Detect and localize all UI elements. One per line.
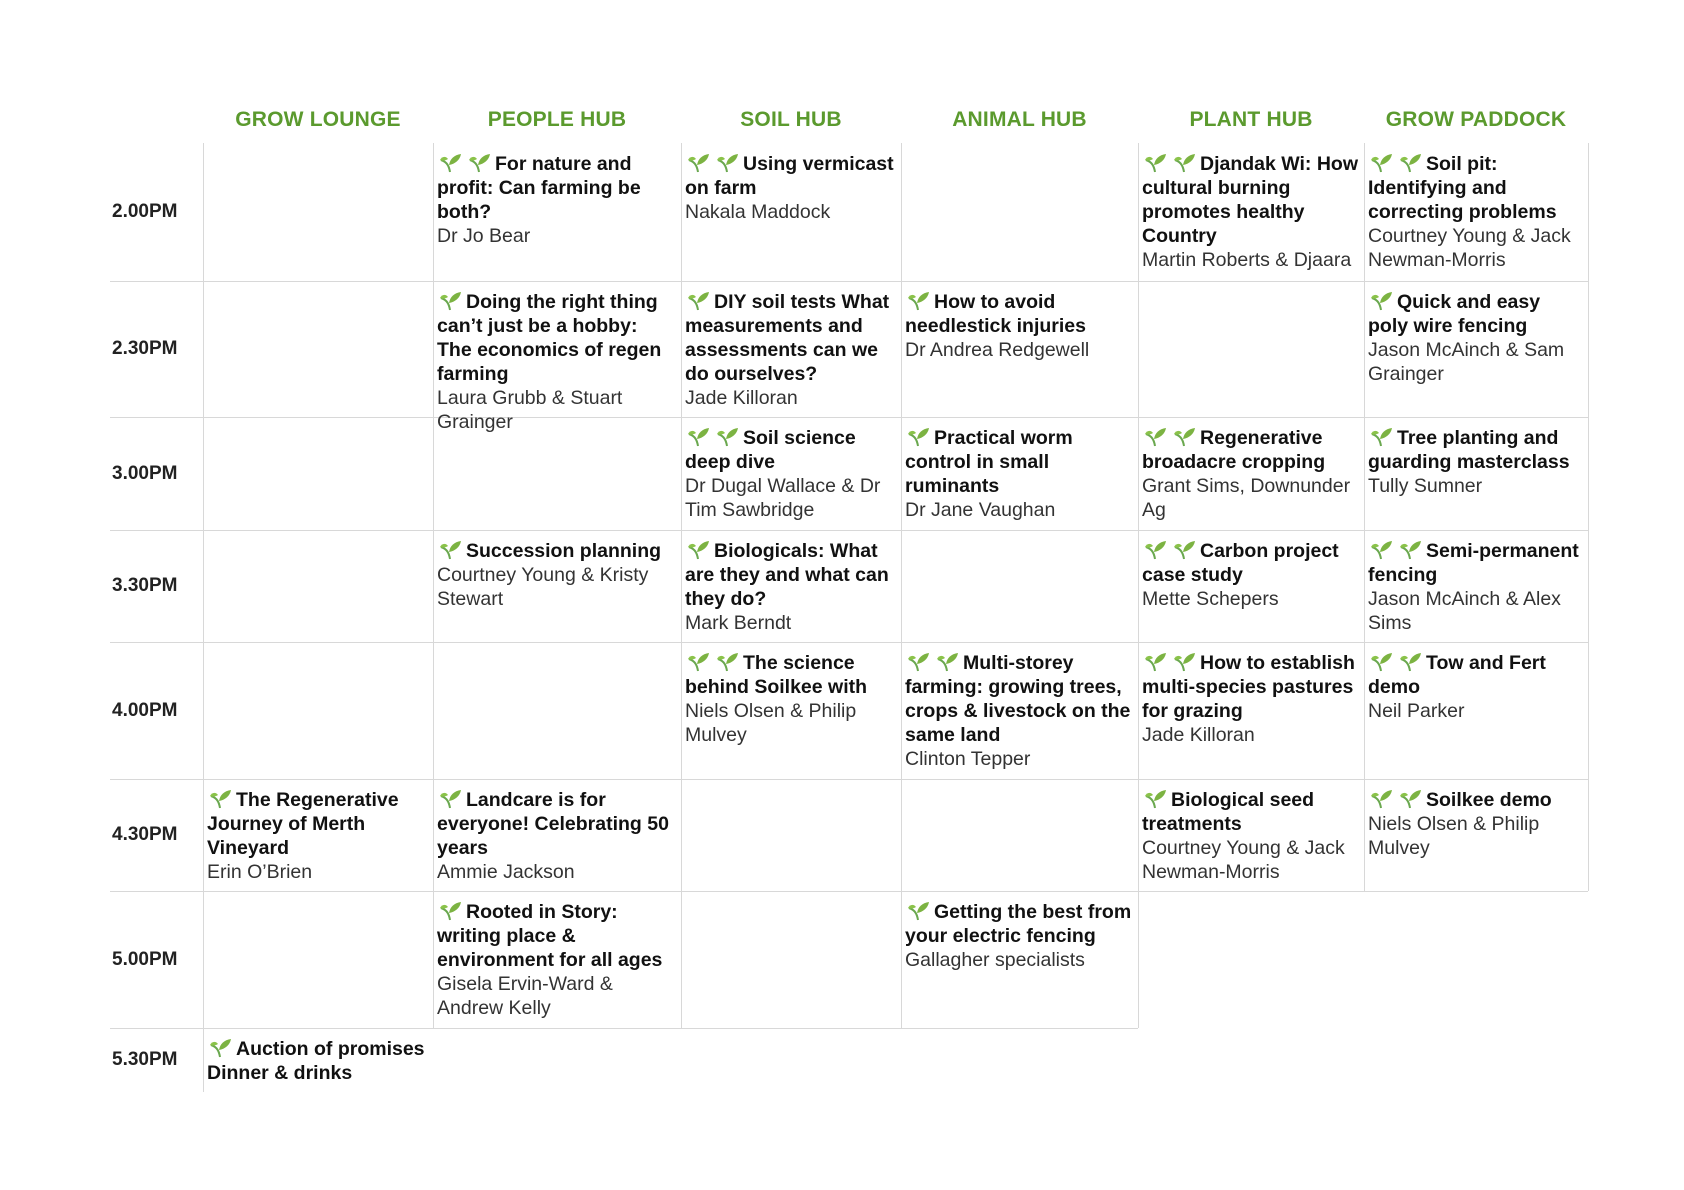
session-title: How to establish multi-species pastures for grazing bbox=[1142, 652, 1355, 722]
session-speaker: Gisela Ervin-Ward & Andrew Kelly bbox=[437, 973, 613, 1019]
session-speaker: Martin Roberts & Djaara bbox=[1142, 249, 1352, 271]
session-title: Soilkee demo bbox=[1426, 789, 1552, 811]
session-title: Tow and Fert demo bbox=[1368, 652, 1546, 698]
sprout-icon bbox=[1142, 425, 1170, 447]
session-cell[interactable] bbox=[681, 642, 901, 779]
session-title: Djandak Wi: How cultural burning promotes healthy Country bbox=[1142, 153, 1358, 247]
session-speaker: Niels Olsen & Philip Mulvey bbox=[1368, 813, 1540, 859]
sprout-icon bbox=[685, 289, 713, 311]
sprout-icon bbox=[685, 650, 713, 672]
grid-line bbox=[203, 891, 204, 1028]
session-cell[interactable] bbox=[1364, 281, 1588, 417]
session-cell[interactable] bbox=[901, 417, 1138, 530]
session-speaker: Courtney Young & Jack Newman-Morris bbox=[1368, 225, 1571, 271]
time-label: 4.30PM bbox=[112, 824, 178, 845]
session-cell[interactable] bbox=[433, 530, 681, 642]
grid-line bbox=[681, 891, 682, 1028]
time-label: 5.30PM bbox=[112, 1049, 178, 1070]
session-cell[interactable] bbox=[433, 891, 681, 1028]
grid-line bbox=[110, 891, 1588, 892]
session-speaker: Neil Parker bbox=[1368, 700, 1465, 722]
session-cell[interactable] bbox=[433, 281, 681, 433]
time-label: 4.00PM bbox=[112, 699, 178, 721]
grid-line bbox=[1138, 891, 1139, 1028]
column-header-soil-hub: SOIL HUB bbox=[740, 108, 842, 131]
session-title: Quick and easy poly wire fencing bbox=[1368, 291, 1541, 337]
session-title: Landcare is for everyone! Celebrating 50 years bbox=[437, 789, 669, 859]
session-title: Soil science deep dive bbox=[685, 427, 856, 473]
session-cell[interactable] bbox=[1364, 143, 1588, 281]
sprout-icon bbox=[207, 787, 235, 809]
session-title: For nature and profit: Can farming be both? bbox=[437, 153, 641, 223]
sprout-icon bbox=[1397, 151, 1425, 173]
grid-line bbox=[1588, 143, 1589, 891]
session-cell[interactable] bbox=[1364, 779, 1588, 891]
sprout-icon bbox=[714, 151, 742, 173]
session-title: Using vermicast on farm bbox=[685, 153, 894, 199]
session-speaker: Jason McAinch & Alex Sims bbox=[1368, 588, 1561, 634]
sprout-icon bbox=[685, 151, 713, 173]
sprout-icon bbox=[1368, 425, 1396, 447]
session-title: Getting the best from your electric fencing bbox=[905, 901, 1132, 947]
sprout-icon bbox=[1142, 787, 1170, 809]
session-cell[interactable] bbox=[901, 281, 1138, 417]
time-label: 3.00PM bbox=[112, 462, 178, 484]
session-speaker: Jason McAinch & Sam Grainger bbox=[1368, 339, 1565, 385]
session-title: Rooted in Story: writing place & environment for all ages bbox=[437, 901, 663, 971]
session-title: The Regenerative Journey of Merth Vineyard bbox=[207, 789, 399, 859]
session-cell[interactable] bbox=[203, 1028, 433, 1092]
session-speaker: Tully Sumner bbox=[1368, 475, 1483, 497]
sprout-icon bbox=[714, 425, 742, 447]
session-title: How to avoid needlestick injuries bbox=[905, 291, 1086, 337]
column-header-people-hub: PEOPLE HUB bbox=[487, 108, 627, 131]
session-cell[interactable] bbox=[1138, 143, 1364, 281]
session-speaker: Courtney Young & Jack Newman-Morris bbox=[1142, 837, 1345, 883]
session-speaker: Dr Dugal Wallace & Dr Tim Sawbridge bbox=[685, 475, 881, 521]
sprout-icon bbox=[1368, 787, 1396, 809]
session-speaker: Nakala Maddock bbox=[685, 201, 831, 223]
sprout-icon bbox=[437, 899, 465, 921]
session-title: Biologicals: What are they and what can they do? bbox=[685, 540, 889, 610]
session-title: Tree planting and guarding masterclass bbox=[1368, 427, 1570, 473]
session-title: Succession planning bbox=[466, 540, 662, 562]
time-label: 5.00PM bbox=[112, 948, 178, 970]
session-speaker: Niels Olsen & Philip Mulvey bbox=[685, 700, 857, 746]
session-cell[interactable] bbox=[1138, 530, 1364, 642]
session-speaker: Mette Schepers bbox=[1142, 588, 1279, 610]
session-speaker: Dr Jo Bear bbox=[437, 225, 531, 247]
session-title: Auction of promises Dinner & drinks bbox=[207, 1038, 425, 1084]
session-title: Practical worm control in small ruminants bbox=[905, 427, 1073, 497]
time-label: 2.30PM bbox=[112, 338, 178, 359]
session-cell[interactable] bbox=[1364, 530, 1588, 642]
sprout-icon bbox=[905, 425, 933, 447]
sprout-icon bbox=[1368, 289, 1396, 311]
session-title: Carbon project case study bbox=[1142, 540, 1339, 586]
session-speaker: Clinton Tepper bbox=[905, 748, 1031, 770]
sprout-icon bbox=[685, 425, 713, 447]
sprout-icon bbox=[1142, 538, 1170, 560]
sprout-icon bbox=[1171, 151, 1199, 173]
session-cell[interactable] bbox=[1138, 417, 1364, 530]
session-title: Semi-permanent fencing bbox=[1368, 540, 1579, 586]
column-header-grow-paddock: GROW PADDOCK bbox=[1385, 108, 1567, 131]
session-cell[interactable] bbox=[901, 642, 1138, 779]
sprout-icon bbox=[1397, 538, 1425, 560]
session-cell[interactable] bbox=[681, 417, 901, 530]
session-cell[interactable] bbox=[433, 143, 681, 281]
session-cell[interactable] bbox=[203, 779, 433, 891]
sprout-icon bbox=[714, 650, 742, 672]
session-cell[interactable] bbox=[681, 143, 901, 281]
session-title: Regenerative broadacre cropping bbox=[1142, 427, 1326, 473]
session-cell[interactable] bbox=[1138, 642, 1364, 779]
sprout-icon bbox=[934, 650, 962, 672]
column-header-grow-lounge: GROW LOUNGE bbox=[235, 108, 401, 131]
sprout-icon bbox=[685, 538, 713, 560]
session-speaker: Mark Berndt bbox=[685, 612, 792, 634]
session-title: DIY soil tests What measurements and assessments can we do ourselves? bbox=[685, 291, 890, 385]
sprout-icon bbox=[1368, 151, 1396, 173]
sprout-icon bbox=[1368, 650, 1396, 672]
column-header-animal-hub: ANIMAL HUB bbox=[952, 108, 1087, 131]
session-speaker: Courtney Young & Kristy Stewart bbox=[437, 564, 649, 610]
session-cell[interactable] bbox=[901, 891, 1138, 1028]
session-cell[interactable] bbox=[1364, 417, 1588, 530]
session-title: The science behind Soilkee with bbox=[685, 652, 868, 698]
session-speaker: Grant Sims, Downunder Ag bbox=[1142, 475, 1351, 521]
session-title: Biological seed treatments bbox=[1142, 789, 1315, 835]
session-title: Soil pit: Identifying and correcting problems bbox=[1368, 153, 1557, 223]
session-cell[interactable] bbox=[681, 530, 901, 642]
session-speaker: Jade Killoran bbox=[1142, 724, 1255, 746]
session-speaker: Dr Jane Vaughan bbox=[905, 499, 1056, 521]
session-cell[interactable] bbox=[433, 779, 681, 891]
sprout-icon bbox=[437, 787, 465, 809]
sprout-icon bbox=[1142, 650, 1170, 672]
session-speaker: Dr Andrea Redgewell bbox=[905, 339, 1090, 361]
session-cell[interactable] bbox=[681, 281, 901, 417]
time-label: 2.00PM bbox=[112, 201, 178, 222]
session-title: Multi-storey farming: growing trees, crops & livestock on the same land bbox=[905, 652, 1131, 746]
sprout-icon bbox=[437, 151, 465, 173]
session-speaker: Gallagher specialists bbox=[905, 949, 1085, 971]
sprout-icon bbox=[207, 1036, 235, 1058]
sprout-icon bbox=[1397, 787, 1425, 809]
sprout-icon bbox=[1368, 538, 1396, 560]
sprout-icon bbox=[1142, 151, 1170, 173]
sprout-icon bbox=[905, 650, 933, 672]
session-speaker: Jade Killoran bbox=[685, 387, 798, 409]
sprout-icon bbox=[437, 538, 465, 560]
sprout-icon bbox=[1171, 538, 1199, 560]
sprout-icon bbox=[905, 289, 933, 311]
sprout-icon bbox=[1397, 650, 1425, 672]
session-cell[interactable] bbox=[1364, 642, 1588, 779]
session-cell[interactable] bbox=[1138, 779, 1364, 891]
session-speaker: Erin O’Brien bbox=[207, 861, 313, 883]
sprout-icon bbox=[905, 899, 933, 921]
session-title: Doing the right thing can’t just be a hobby: The economics of regen farming bbox=[437, 291, 662, 385]
column-header-plant-hub: PLANT HUB bbox=[1189, 108, 1313, 131]
sprout-icon bbox=[437, 289, 465, 311]
sprout-icon bbox=[466, 151, 494, 173]
time-label: 3.30PM bbox=[112, 575, 178, 596]
session-speaker: Ammie Jackson bbox=[437, 861, 575, 883]
session-speaker: Laura Grubb & Stuart Grainger bbox=[437, 387, 623, 433]
sprout-icon bbox=[1171, 650, 1199, 672]
sprout-icon bbox=[1171, 425, 1199, 447]
